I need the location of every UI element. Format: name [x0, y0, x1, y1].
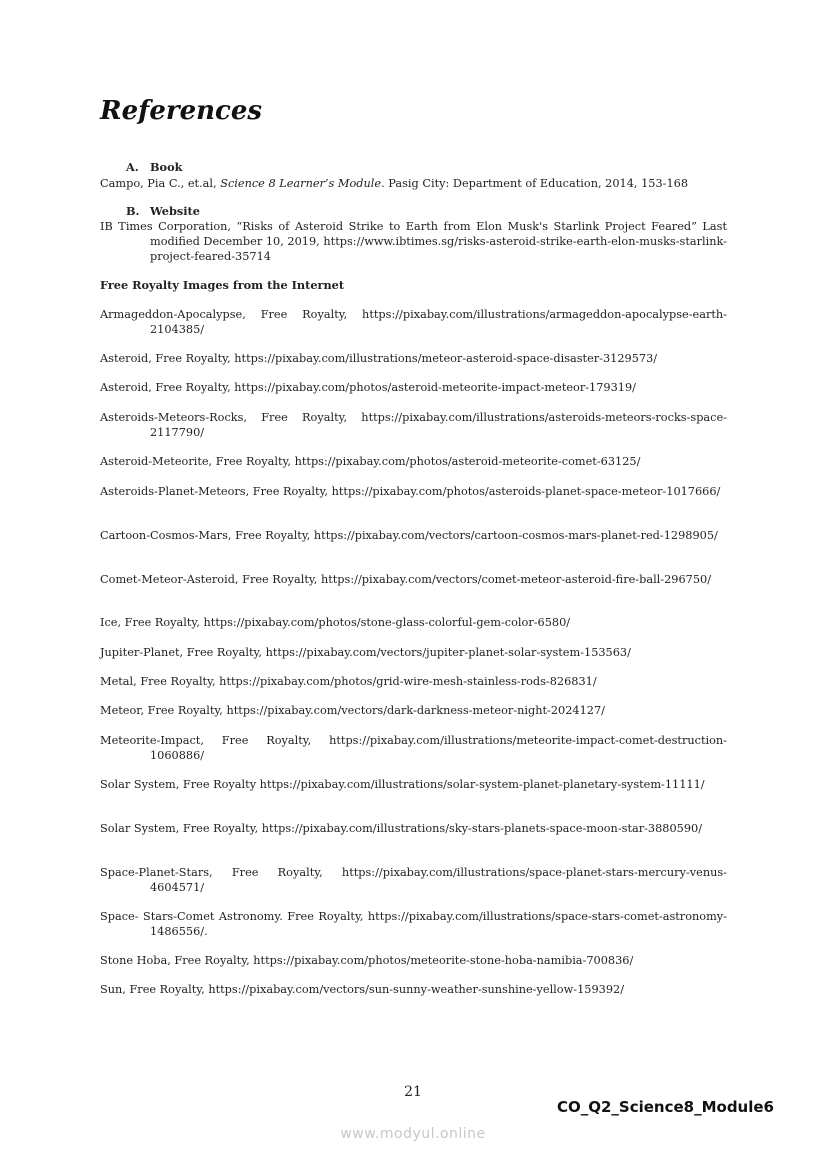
image-ref-item: Armageddon-Apocalypse, Free Royalty, https://pixabay.com/illustrations/armageddon-apocalypse-earth-2104385/ [100, 308, 727, 336]
image-ref-item: Jupiter-Planet, Free Royalty, https://pixabay.com/vectors/jupiter-planet-solar-system-153563/ [100, 646, 631, 659]
book-entry-publisher: . Pasig City: Department of Education, 2014, 153-168 [381, 177, 689, 190]
image-ref-item: Asteroid, Free Royalty, https://pixabay.com/illustrations/meteor-asteroid-space-disaster-3129573/ [100, 352, 658, 365]
image-ref-item: Solar System, Free Royalty https://pixabay.com/illustrations/solar-system-planet-planetary-system-11111/ [100, 778, 705, 791]
image-ref-item: Space-Planet-Stars, Free Royalty, https://pixabay.com/illustrations/space-planet-stars-mercury-venus-4604571/ [100, 866, 727, 894]
image-ref-item: Stone Hoba, Free Royalty, https://pixabay.com/photos/meteorite-stone-hoba-namibia-700836/ [100, 954, 634, 967]
book-letter: A. [126, 160, 139, 174]
image-ref-item: Ice, Free Royalty, https://pixabay.com/photos/stone-glass-colorful-gem-color-6580/ [100, 616, 571, 629]
website-letter: B. [126, 204, 140, 218]
image-ref-item: Sun, Free Royalty, https://pixabay.com/vectors/sun-sunny-weather-sunshine-yellow-159392/ [100, 983, 625, 996]
book-entry-authors: Campo, Pia C., et.al, [100, 177, 221, 190]
image-ref-item: Asteroids-Planet-Meteors, Free Royalty, https://pixabay.com/photos/asteroids-planet-space-meteor-1017666/ [100, 485, 721, 498]
watermark: www.modyul.online [340, 1126, 486, 1142]
book-heading [126, 160, 182, 175]
page-number: 21 [404, 1084, 422, 1100]
image-ref-item: Cartoon-Cosmos-Mars, Free Royalty, https://pixabay.com/vectors/cartoon-cosmos-mars-planet-red-1298905/ [100, 529, 718, 542]
page-title: References [100, 96, 263, 126]
images-heading: Free Royalty Images from the Internet [100, 278, 345, 292]
image-ref-item: Metal, Free Royalty, https://pixabay.com/photos/grid-wire-mesh-stainless-rods-826831/ [100, 675, 597, 688]
image-ref-item: Space- Stars-Comet Astronomy. Free Royalty, https://pixabay.com/illustrations/space-stars-comet-astronomy-1486556/. [100, 910, 727, 938]
image-ref-item: Asteroid-Meteorite, Free Royalty, https://pixabay.com/photos/asteroid-meteorite-comet-63125/ [100, 455, 641, 468]
image-ref-item: Meteorite-Impact, Free Royalty, https://pixabay.com/illustrations/meteorite-impact-comet-destruction-1060886/ [100, 734, 727, 762]
image-ref-item: Asteroid, Free Royalty, https://pixabay.com/photos/asteroid-meteorite-impact-meteor-179319/ [100, 381, 636, 394]
book-heading-label: Book [150, 160, 183, 174]
website-heading-label: Website [150, 204, 200, 218]
image-ref-item: Comet-Meteor-Asteroid, Free Royalty, https://pixabay.com/vectors/comet-meteor-asteroid-fire-ball-296750/ [100, 573, 712, 586]
image-ref-item: Solar System, Free Royalty, https://pixabay.com/illustrations/sky-stars-planets-space-moon-star-3880590/ [100, 822, 703, 835]
book-entry-title: Science 8 Learner’s Module [220, 177, 382, 190]
website-heading [126, 204, 200, 219]
image-ref-item: Asteroids-Meteors-Rocks, Free Royalty, https://pixabay.com/illustrations/asteroids-meteors-rocks-space-2117790/ [100, 411, 727, 439]
book-entry [100, 176, 727, 191]
website-entry: IB Times Corporation, “Risks of Asteroid Strike to Earth from Elon Musk's Starlink Project Feared” Last modified December 10, 2019, https://www.ibtimes.sg/risks-asteroid-strike-earth-elon-musks-starlink-project-feared-35714 [100, 220, 727, 263]
module-code: CO_Q2_Science8_Module6 [556, 1098, 774, 1116]
image-ref-item: Meteor, Free Royalty, https://pixabay.com/vectors/dark-darkness-meteor-night-2024127/ [100, 704, 605, 717]
